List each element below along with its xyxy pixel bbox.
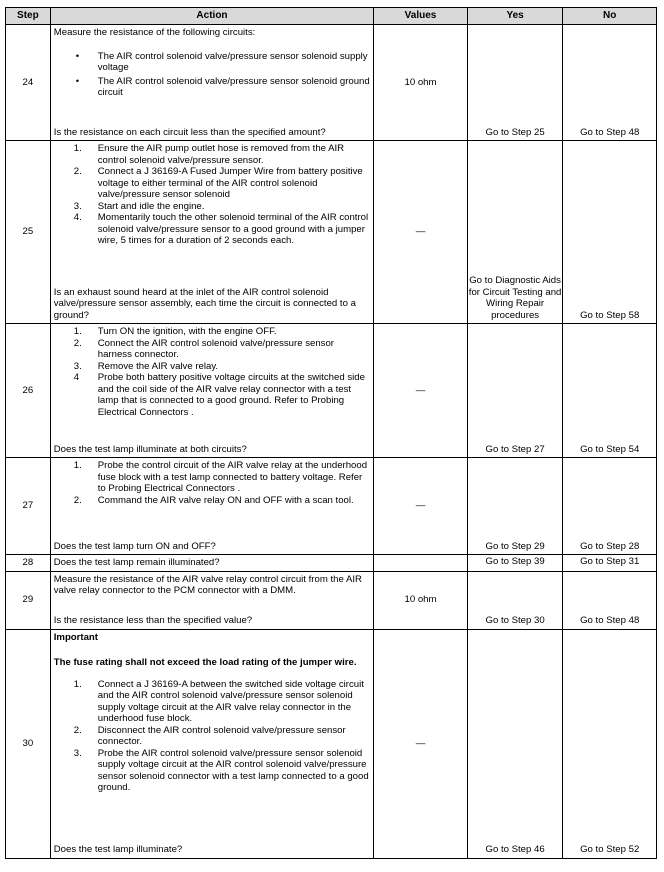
action-cell [50, 25, 373, 141]
action-question: Does the test lamp illuminate? [53, 844, 183, 855]
step-number: 27 [6, 458, 51, 555]
action-cell [50, 629, 373, 858]
diagnostic-table [5, 7, 657, 859]
step-number: 28 [6, 555, 51, 572]
action-step: 2. Command the AIR valve relay ON and OFF with a scan tool. [73, 494, 354, 506]
action-step: 3. Start and idle the engine. [73, 200, 205, 212]
action-question: Is the resistance on each circuit less than the specified amount? [53, 126, 326, 138]
action-step: 1. Probe the control circuit of the AIR valve relay at the underhood fuse block with a test lamp connected to battery voltage. Refer to Probing Electrical Connectors . [73, 460, 368, 494]
no-cell: Go to Step 28 [563, 458, 657, 555]
header-step: Step [6, 8, 51, 25]
header-yes: Yes [467, 8, 563, 25]
table-row-step-24 [6, 25, 657, 141]
table-row-step-27 [6, 458, 657, 555]
step-number: 30 [6, 629, 51, 858]
header-values: Values [374, 8, 468, 25]
table-row-step-28 [6, 555, 657, 572]
yes-cell: Go to Step 29 [467, 458, 563, 555]
important-heading: Important [53, 631, 98, 643]
action-step: 2. Connect the AIR control solenoid valve/pressure sensor harness connector. [73, 337, 334, 360]
value-cell: — [374, 324, 468, 458]
no-cell: Go to Step 58 [563, 141, 657, 324]
step-number: 26 [6, 324, 51, 458]
value-cell: — [374, 629, 468, 858]
action-cell [50, 141, 373, 324]
action-step: 2. Disconnect the AIR control solenoid valve/pressure sensor connector. [73, 724, 346, 747]
action-step: 2. Connect a J 36169-A Fused Jumper Wire from battery positive voltage to either terminal of the AIR control solenoid valve/pressure sensor solenoid [73, 166, 363, 200]
action-question: Is an exhaust sound heard at the inlet of the AIR control solenoid valve/pressure sensor assembly, each time the circuit is connected to a ground? [53, 286, 356, 321]
action-step: 4. Momentarily touch the other solenoid terminal of the AIR control solenoid valve/pressure sensor to a good ground with a jumper wire, 5 times for a duration of 2 seconds each. [73, 212, 369, 246]
table-row-step-30 [6, 629, 657, 858]
table-row-step-26 [6, 324, 657, 458]
no-cell: Go to Step 52 [563, 629, 657, 858]
action-question: Does the test lamp remain illuminated? [53, 557, 220, 568]
step-number: 24 [6, 25, 51, 141]
action-step: 3. Probe the AIR control solenoid valve/pressure sensor solenoid supply voltage circuit at the AIR control solenoid valve/pressure sensor solenoid connector with a test lamp connected to a good ground. [73, 747, 369, 793]
yes-cell: Go to Step 27 [467, 324, 563, 458]
value-cell: 10 ohm [374, 25, 468, 141]
yes-cell: Go to Step 46 [467, 629, 563, 858]
yes-cell: Go to Diagnostic Aids for Circuit Testing and Wiring Repair procedures [467, 141, 563, 324]
step-number: 29 [6, 571, 51, 629]
action-question: Is the resistance less than the specified value? [53, 615, 253, 626]
value-cell: — [374, 458, 468, 555]
value-cell: 10 ohm [374, 571, 468, 629]
no-cell: Go to Step 54 [563, 324, 657, 458]
header-action: Action [50, 8, 373, 25]
value-cell: — [374, 141, 468, 324]
yes-cell: Go to Step 25 [467, 25, 563, 141]
no-cell: Go to Step 48 [563, 571, 657, 629]
action-cell [50, 555, 373, 572]
yes-cell: Go to Step 30 [467, 571, 563, 629]
header-no: No [563, 8, 657, 25]
important-note: The fuse rating shall not exceed the load rating of the jumper wire. [53, 657, 357, 668]
action-question: Does the test lamp illuminate at both circuits? [53, 443, 247, 455]
no-cell: Go to Step 48 [563, 25, 657, 141]
table-row-step-29 [6, 571, 657, 629]
yes-cell: Go to Step 39 [467, 555, 563, 572]
action-cell [50, 571, 373, 629]
action-bullet: • The AIR control solenoid valve/pressure sensor solenoid supply voltage [54, 51, 370, 74]
action-cell [50, 324, 373, 458]
action-step: 1. Connect a J 36169-A between the switched side voltage circuit and the AIR control solenoid valve/pressure sensor solenoid supply voltage circuit at the AIR valve relay connector in the underhood fuse block. [73, 678, 364, 724]
action-step: 1. Ensure the AIR pump outlet hose is removed from the AIR control solenoid valve/pressure sensor. [73, 143, 345, 166]
action-step: 3. Remove the AIR valve relay. [73, 360, 219, 372]
header-row [6, 8, 657, 25]
action-step: 1. Turn ON the ignition, with the engine OFF. [73, 326, 277, 337]
no-cell: Go to Step 31 [563, 555, 657, 572]
action-question: Does the test lamp turn ON and OFF? [53, 540, 216, 552]
action-step: 4 Probe both battery positive voltage circuits at the switched side and the coil side of the AIR valve relay connector with a test lamp that is connected to a good ground. Refer to Probing Electrical Connectors . [73, 372, 365, 418]
step-number: 25 [6, 141, 51, 324]
action-bullet: • The AIR control solenoid valve/pressure sensor solenoid ground circuit [54, 76, 370, 99]
value-cell [374, 555, 468, 572]
action-intro: Measure the resistance of the AIR valve relay control circuit from the AIR valve relay connector to the PCM connector with a DMM. [53, 573, 362, 596]
action-cell [50, 458, 373, 555]
action-intro: Measure the resistance of the following circuits: [53, 27, 256, 38]
table-row-step-25 [6, 141, 657, 324]
